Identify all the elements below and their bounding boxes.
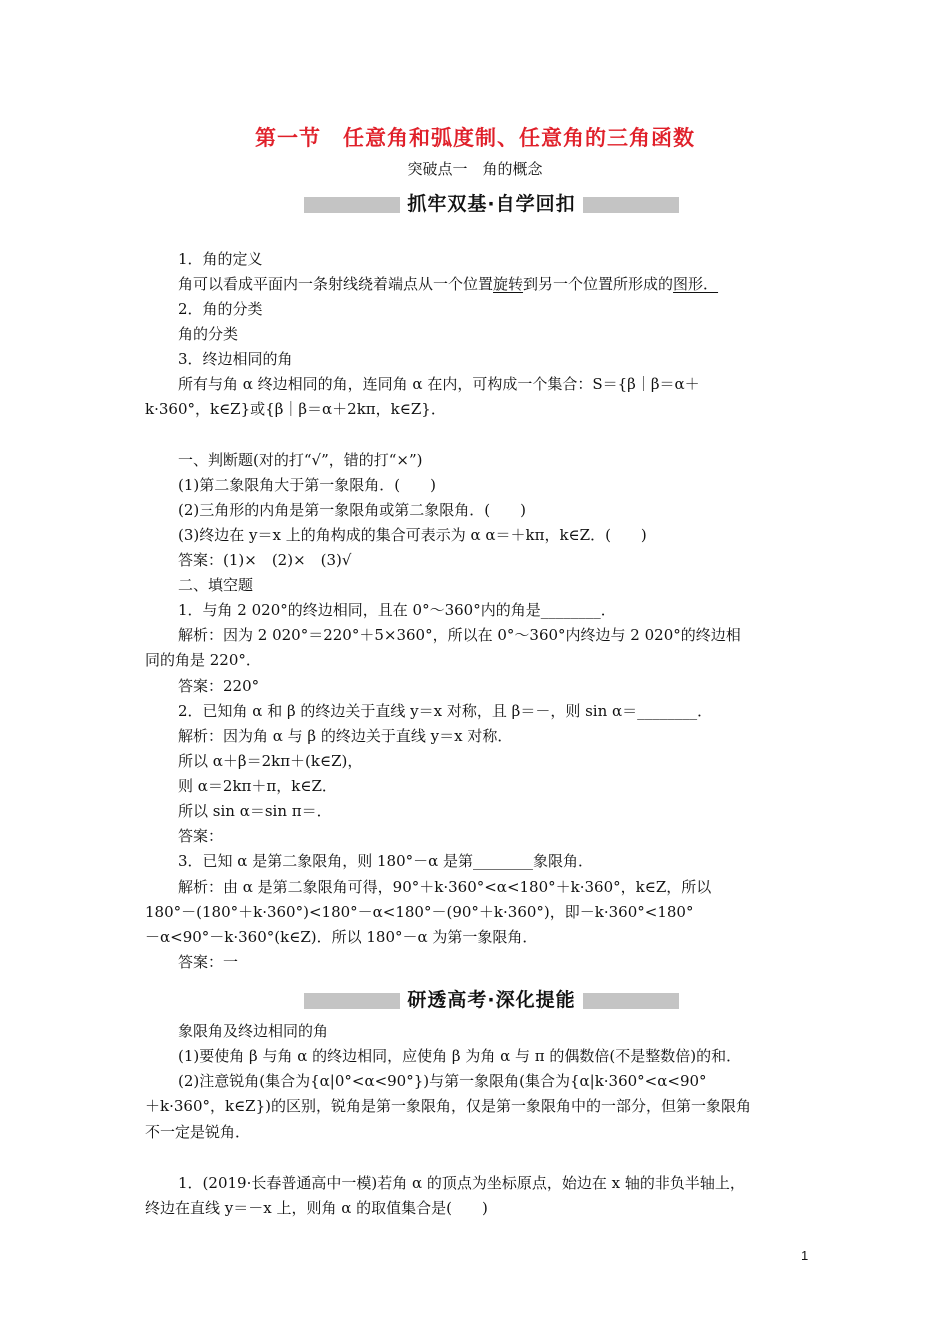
page-number: 1 [801,1248,809,1263]
text-line: 象限角及终边相同的角 [178,1022,329,1040]
text-segment: 到另一个位置所形成的 [523,275,674,293]
text-line: (2)三角形的内角是第一象限角或第二象限角．( ) [178,501,526,519]
underlined-term: 图形． [673,275,719,293]
text-line: (3)终边在 y＝x 上的角构成的集合可表示为 α α＝＋kπ，k∈Z．( ) [178,526,647,544]
banner-bar-left [304,993,400,1009]
text-line: 答案：一 [178,953,239,971]
text-line: (1)第二象限角大于第一象限角．( ) [178,476,436,494]
text-line: 解析：由 α 是第二象限角可得，90°＋k·360°<α<180°＋k·360°，k∈Z，所以 [178,878,712,896]
text-line: k·360°，k∈Z}或{β｜β＝α＋2kπ，k∈Z}． [145,400,446,418]
text-line: 3．终边相同的角 [178,350,293,368]
text-line: 所有与角 α 终边相同的角，连同角 α 在内，可构成一个集合：S＝{β｜β＝α＋ [178,375,700,393]
text-line: 所以 sin α＝sin π＝． [178,802,332,820]
text-line: 1．与角 2 020°的终边相同，且在 0°～360°内的角是________． [178,601,616,619]
text-line: 角的分类 [178,325,239,343]
text-line: 不一定是锐角． [145,1123,251,1141]
banner-bar-left [304,197,400,213]
banner-basics [0,191,950,217]
definition-line [178,273,950,295]
banner-advanced-text: 研透高考·深化提能 [407,989,576,1011]
text-line: ＋k·360°，k∈Z})的区别，锐角是第一象限角，仅是第一象限角中的一部分，但第一象限角 [145,1097,752,1115]
text-line: 答案： [178,827,224,845]
section-title: 第一节 任意角和弧度制、任意角的三角函数 [255,126,695,150]
text-line: (1)要使角 β 与角 α 的终边相同，应使角 β 为角 α 与 π 的偶数倍(不是整数倍)的和． [178,1047,742,1065]
text-line: 一、判断题(对的打“√”，错的打“×”) [178,451,423,469]
text-line: 答案：220° [178,677,260,695]
banner-basics-text: 抓牢双基·自学回扣 [407,193,576,215]
text-line: 二、填空题 [178,576,254,594]
text-line: 1．角的定义 [178,250,263,268]
text-line: 2．角的分类 [178,300,263,318]
text-line: 3．已知 α 是第二象限角，则 180°－α 是第________象限角． [178,852,594,870]
underlined-term: 旋转 [493,275,524,293]
text-line: 1．(2019·长春普通高中一模)若角 α 的顶点为坐标原点，始边在 x 轴的非负半轴上， [178,1174,745,1192]
text-line: 所以 α＋β＝2kπ＋(k∈Z)， [178,752,363,770]
text-line: 答案：(1)× (2)× (3)√ [178,551,352,569]
text-line: －α<90°－k·360°(k∈Z)．所以 180°－α 为第一象限角． [145,928,538,946]
text-line: 终边在直线 y＝－x 上，则角 α 的取值集合是( ) [145,1199,488,1217]
text-line: (2)注意锐角(集合为{α|0°<α<90°})与第一象限角(集合为{α|k·360°<α<90° [178,1072,707,1090]
banner-bar-right [583,197,679,213]
text-line: 则 α＝2kπ＋π，k∈Z． [178,777,337,795]
text-line: 解析：因为角 α 与 β 的终边关于直线 y＝x 对称． [178,727,513,745]
banner-advanced [0,987,950,1013]
section-subtitle: 突破点一 角的概念 [407,160,543,178]
text-line: 解析：因为 2 020°＝220°＋5×360°，所以在 0°～360°内终边与 2 020°的终边相 [178,626,741,644]
text-line: 同的角是 220°． [145,651,261,669]
text-segment: 角可以看成平面内一条射线绕着端点从一个位置 [178,275,494,293]
text-line: 2．已知角 α 和 β 的终边关于直线 y＝x 对称，且 β＝－，则 sin α＝________． [178,702,713,720]
banner-bar-right [583,993,679,1009]
text-line: 180°－(180°＋k·360°)<180°－α<180°－(90°＋k·360°)，即－k·360°<180° [145,903,694,921]
